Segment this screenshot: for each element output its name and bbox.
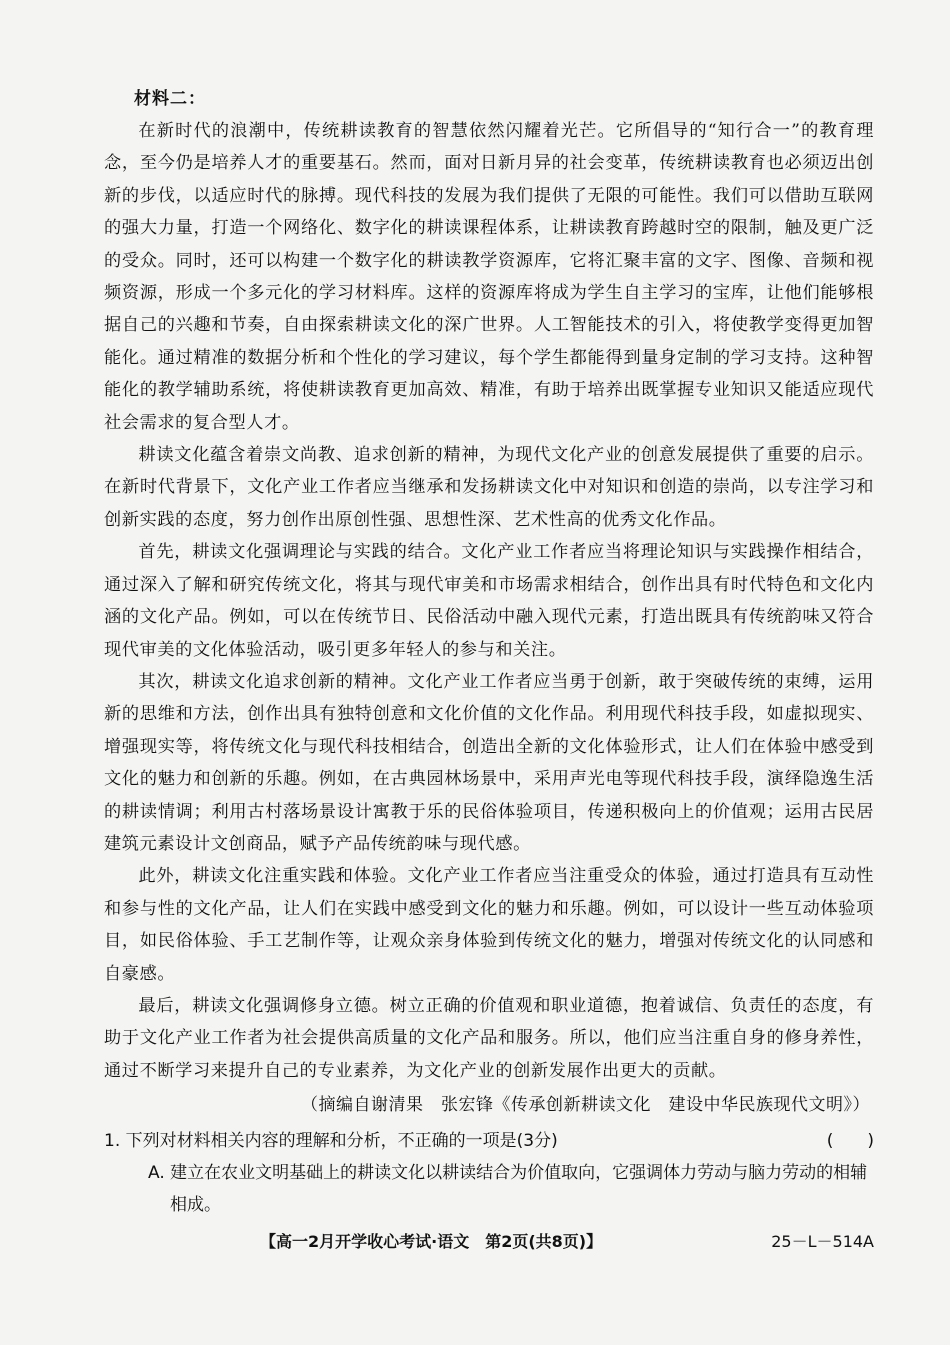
footer-title: 【高一2月开学收心考试·语文 第2页(共8页)】 — [260, 1232, 603, 1251]
question-stem — [104, 1125, 874, 1157]
material-paragraph-2: 耕读文化蕴含着崇文尚教、追求创新的精神，为现代文化产业的创意发展提供了重要的启示。在新时代背景下，文化产业工作者应当继承和发扬耕读文化中对知识和创造的崇尚，以专注学习和创新实践的态度，努力创作出原创性强、思想性深、艺术性高的优秀文化作品。 — [104, 445, 874, 530]
material-heading: 材料二： — [134, 89, 206, 109]
material-paragraph-6: 最后，耕读文化强调修身立德。树立正确的价值观和职业道德，抱着诚信、负责任的态度，有助于文化产业工作者为社会提供高质量的文化产品和服务。所以，他们应当注重自身的修身养性，通过不断学习来提升自己的专业素养，为文化产业的创新发展作出更大的贡献。 — [104, 995, 874, 1081]
material-paragraph-5: 此外，耕读文化注重实践和体验。文化产业工作者应当注重受众的体验，通过打造具有互动性和参与性的文化产品，让人们在实践中感受到文化的魅力和乐趣。例如，可以设计一些互动体验项目，如民俗体验、手工艺制作等，让观众亲身体验到传统文化的魅力，增强对传统文化的认同感和自豪感。 — [104, 866, 874, 984]
material-paragraph-4: 其次，耕读文化追求创新的精神。文化产业工作者应当勇于创新，敢于突破传统的束缚，运用新的思维和方法，创作出具有独特创意和文化价值的文化作品。利用现代科技手段，如虚拟现实、增强现实等，将传统文化与现代科技相结合，创造出全新的文化体验形式，让人们在体验中感受到文化的魅力和创新的乐趣。例如，在古典园林场景中，采用声光电等现代科技手段，演绎隐逸生活的耕读情调；利用古村落场景设计寓教于乐的民俗体验项目，传递积极向上的价值观；运用古民居建筑元素设计文创商品，赋予产品传统韵味与现代感。 — [104, 671, 874, 854]
source-citation: （摘编自谢清果 张宏锋《传承创新耕读文化 建设中华民族现代文明》） — [301, 1095, 870, 1116]
material-paragraph-3: 首先，耕读文化强调理论与实践的结合。文化产业工作者应当将理论知识与实践操作相结合，通过深入了解和研究传统文化，将其与现代审美和市场需求相结合，创作出具有时代特色和文化内涵的文化产品。例如，可以在传统节日、民俗活动中融入现代元素，打造出既具有传统韵味又符合现代审美的文化体验活动，吸引更多年轻人的参与和关注。 — [104, 542, 874, 660]
page-footer — [260, 1229, 874, 1252]
answer-blank: ( ) — [826, 1131, 874, 1152]
material-paragraph-1: 在新时代的浪潮中，传统耕读教育的智慧依然闪耀着光芒。它所倡导的“知行合一”的教育理念，至今仍是培养人才的重要基石。然而，面对日新月异的社会变革，传统耕读教育也必须迈出创新的步伐，以适应时代的脉搏。现代科技的发展为我们提供了无限的可能性。我们可以借助互联网的强大力量，打造一个网络化、数字化的耕读课程体系，让耕读教育跨越时空的限制，触及更广泛的受众。同时，还可以构建一个数字化的耕读教学资源库，它将汇聚丰富的文字、图像、音频和视频资源，形成一个多元化的学习材料库。这样的资源库将成为学生自主学习的宝库，让他们能够根据自己的兴趣和节奏，自由探索耕读文化的深广世界。人工智能技术的引入，将使教学变得更加智能化。通过精准的数据分析和个性化的学习建议，每个学生都能得到量身定制的学习支持。这种智能化的教学辅助系统，将使耕读教育更加高效、精准，有助于培养出既掌握专业知识又能适应现代社会需求的复合型人才。 — [104, 121, 874, 433]
question-1 — [104, 1125, 874, 1221]
question-stem-text: 1. 下列对材料相关内容的理解和分析，不正确的一项是(3分) — [104, 1131, 558, 1152]
option-a: A. 建立在农业文明基础上的耕读文化以耕读结合为价值取向，它强调体力劳动与脑力劳动的相辅相成。 — [148, 1163, 868, 1216]
footer-code: 25－L－514A — [771, 1232, 874, 1251]
